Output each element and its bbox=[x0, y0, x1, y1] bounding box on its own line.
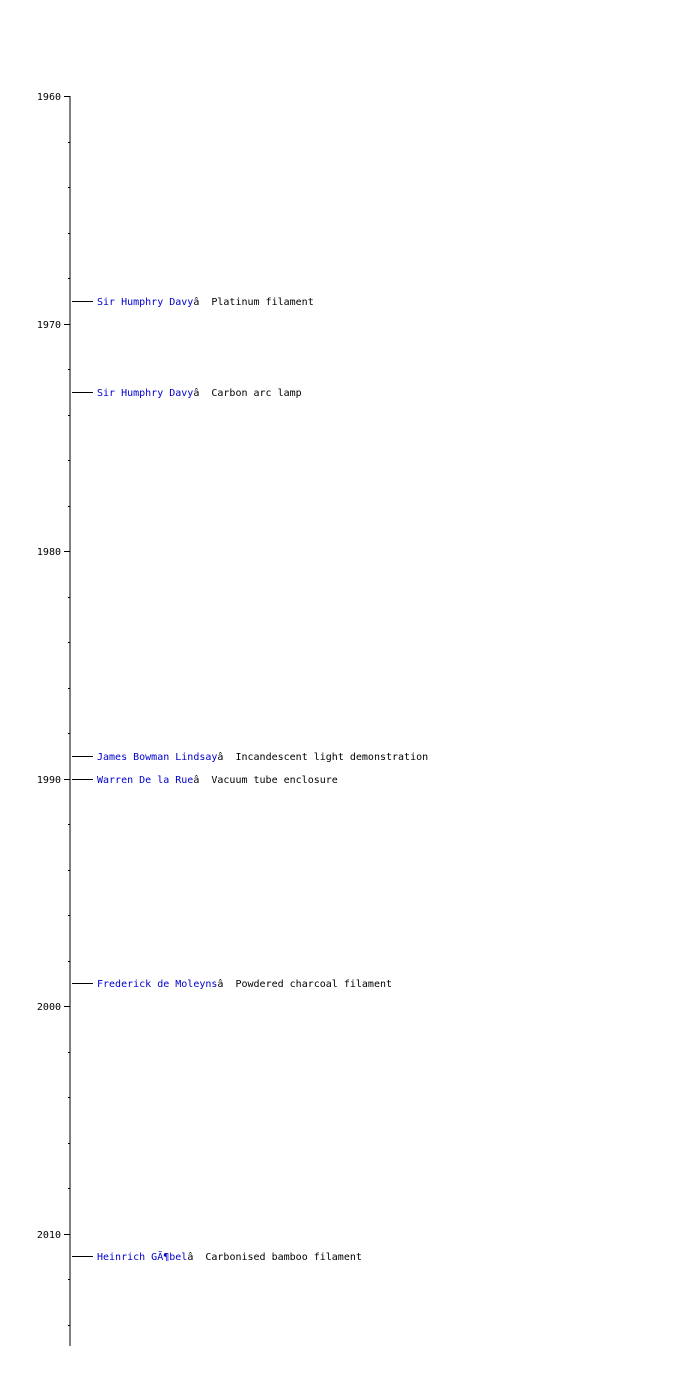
event-name-link[interactable]: Frederick de Moleyns bbox=[97, 979, 218, 990]
event-description: Carbonised bamboo filament bbox=[205, 1252, 362, 1263]
event-description: Carbon arc lamp bbox=[211, 388, 302, 399]
event-description: Incandescent light demonstration bbox=[235, 752, 429, 763]
event-separator: â bbox=[217, 752, 230, 763]
event-name-link[interactable]: Sir Humphry Davy bbox=[97, 388, 194, 399]
timeline-event bbox=[72, 978, 392, 990]
tick-label: 1970 bbox=[36, 320, 61, 331]
event-name-link[interactable]: Warren De la Rue bbox=[97, 775, 194, 786]
event-name-link[interactable]: James Bowman Lindsay bbox=[97, 752, 218, 763]
event-label bbox=[97, 751, 428, 763]
event-label bbox=[97, 774, 338, 786]
event-description: Platinum filament bbox=[211, 297, 314, 308]
event-separator: â bbox=[193, 775, 206, 786]
event-separator: â bbox=[187, 1252, 200, 1263]
event-label bbox=[97, 296, 314, 308]
timeline-axis bbox=[37, 92, 70, 1346]
event-name-link[interactable]: Heinrich GÃ¶bel bbox=[97, 1252, 188, 1263]
event-label bbox=[97, 387, 302, 399]
timeline-event bbox=[72, 296, 314, 308]
timeline-event bbox=[72, 774, 338, 786]
tick-label: 2010 bbox=[36, 1230, 61, 1241]
event-separator: â bbox=[193, 297, 206, 308]
timeline-event bbox=[72, 1250, 362, 1263]
tick-label: 1990 bbox=[36, 775, 61, 786]
tick-label: 1980 bbox=[36, 547, 61, 558]
event-description: Vacuum tube enclosure bbox=[211, 775, 338, 786]
event-name-link[interactable]: Sir Humphry Davy bbox=[97, 297, 194, 308]
timeline-event bbox=[72, 387, 302, 399]
timeline-event bbox=[72, 751, 428, 763]
event-separator: â bbox=[217, 979, 230, 990]
tick-label: 2000 bbox=[36, 1002, 61, 1013]
event-label bbox=[97, 1250, 362, 1263]
event-description: Powdered charcoal filament bbox=[235, 979, 393, 990]
timeline-events bbox=[72, 296, 428, 1263]
event-separator: â bbox=[193, 388, 206, 399]
tick-label: 1960 bbox=[36, 92, 61, 103]
event-label bbox=[97, 978, 392, 990]
